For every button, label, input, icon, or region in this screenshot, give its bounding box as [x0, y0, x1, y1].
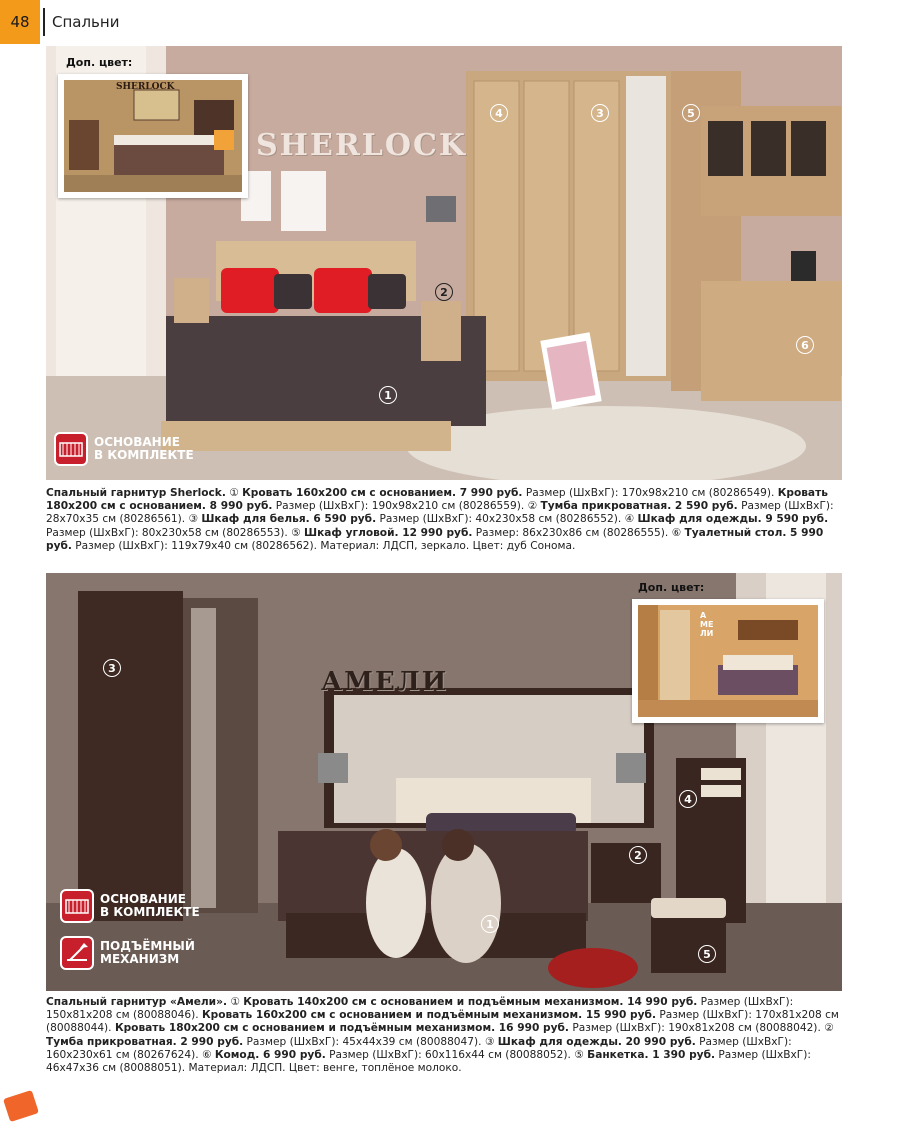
caption-item-1b: Кровать 180x200 см с основанием. 8 990 руб. [46, 487, 828, 513]
sherlock-caption [46, 487, 846, 553]
caption-item-1: ① Кровать 160x200 см с основанием. 7 990 руб. Размер (ШхВхГ): 170x98x210 см (80286549). [229, 487, 775, 499]
page-header [0, 0, 900, 44]
caption-item-5: ⑤ Шкаф угловой. 12 990 руб. Размер: 86x230x86 см (80286555). [291, 526, 669, 539]
ameli-badge-3: 3 [103, 659, 121, 677]
feature-base-included [54, 432, 194, 466]
badge-5: 5 [682, 104, 700, 122]
alt-color-photo-2 [638, 605, 818, 717]
caption-title: Спальный гарнитур Sherlock. [46, 487, 226, 499]
feature-lift-mechanism [60, 936, 195, 970]
alt-color-label: Доп. цвет: [66, 56, 133, 69]
caption2-item-5: ⑤ Банкетка. 1 390 руб. Размер (ШхВхГ): 46x47x36 см (80088051). Материал: ЛДСП. Цвет: венге, топлёное молоко. [46, 1048, 811, 1075]
badge-4: 4 [490, 104, 508, 122]
caption-item-2: ② Тумба прикроватная. 2 590 руб. Размер (ШхВхГ): 28x70x35 см (80286561). [46, 500, 834, 526]
thumb-brand-text: SHERLOCK [116, 82, 175, 92]
ameli-badge-5: 5 [698, 945, 716, 963]
caption2-item-2: ② Тумба прикроватная. 2 990 руб. Размер (ШхВхГ): 45x44x39 см (80088047). [46, 1022, 834, 1048]
store-logo-icon [3, 1090, 39, 1122]
caption2-item-1: ① Кровать 140x200 см с основанием и подъёмным механизмом. 14 990 руб. Размер (ШхВхГ): 150x81x208 см (80088046). [46, 996, 794, 1022]
feature-line-2: В КОМПЛЕКТЕ [94, 448, 194, 462]
feature-lift-text [100, 940, 195, 966]
sherlock-brand-sign: SHERLOCK [256, 128, 467, 163]
ameli-brand-sign: АМЕЛИ [321, 667, 449, 697]
caption-item-4: ④ Шкаф для одежды. 9 590 руб. Размер (ШхВхГ): 80x230x58 см (80286553). [46, 513, 829, 539]
caption2-title: Спальный гарнитур «Амели». [46, 996, 227, 1008]
header-divider [43, 8, 45, 36]
feature-line-1: ОСНОВАНИЕ [94, 435, 180, 449]
caption2-item-1c: Кровать 180x200 см с основанием и подъёмным механизмом. 16 990 руб. [114, 1022, 569, 1035]
ameli-photo [46, 573, 842, 991]
feature2-line-2: В КОМПЛЕКТЕ [100, 905, 200, 919]
bed-base-icon [54, 432, 88, 466]
bed-base-icon-2 [60, 889, 94, 923]
alt-color-scene [64, 80, 242, 192]
feature-base-included-2 [60, 889, 200, 923]
feature-base-text [94, 436, 194, 462]
ameli-caption [46, 996, 846, 1075]
caption2-item-3: ③ Шкаф для одежды. 20 990 руб. Размер (ШхВхГ): 160x230x61 см (80267624). [46, 1035, 792, 1061]
ameli-badge-2: 2 [629, 846, 647, 864]
alt-color-thumbnail[interactable] [58, 74, 248, 198]
alt-color-photo [64, 80, 242, 192]
feature3-line-1: ПОДЪЁМНЫЙ [100, 939, 195, 953]
alt-color-label-2: Доп. цвет: [638, 581, 705, 594]
feature-base-text-2 [100, 893, 200, 919]
caption-item-6: ⑥ Туалетный стол. 5 990 руб. Размер (ШхВхГ): 119x79x40 см (80286562). Материал: ЛДСП, зеркало. Цвет: дуб Сонома. [46, 526, 824, 552]
feature2-line-1: ОСНОВАНИЕ [100, 892, 186, 906]
alt-color-scene-2 [638, 605, 818, 717]
sherlock-photo [46, 46, 842, 480]
badge-1: 1 [379, 386, 397, 404]
caption-item-3: ③ Шкаф для белья. 6 590 руб. Размер (ШхВхГ): 40x230x58 см (80286552). [188, 513, 622, 526]
alt-color-thumbnail-2[interactable] [632, 599, 824, 723]
caption2-item-1b-text: Размер (ШхВхГ): 170x81x208 см (80088044). [46, 1009, 839, 1035]
badge-6: 6 [796, 336, 814, 354]
feature3-line-2: МЕХАНИЗМ [100, 952, 180, 966]
badge-2: 2 [435, 283, 453, 301]
thumb-brand-vertical: АМЕЛИ [700, 611, 714, 638]
ameli-badge-1: 1 [481, 915, 499, 933]
caption-item-1b-text: Размер (ШхВхГ): 190x98x210 см (80286559). [275, 500, 525, 513]
ameli-badge-4: 4 [679, 790, 697, 808]
caption2-item-1b: Кровать 160x200 см с основанием и подъёмным механизмом. 15 990 руб. [201, 1009, 656, 1022]
section-title: Спальни [52, 13, 120, 31]
page-number: 48 [0, 0, 40, 44]
caption2-item-1c-text: Размер (ШхВхГ): 190x81x208 см (80088042). [572, 1022, 821, 1035]
caption2-item-6: ⑥ Комод. 6 990 руб. Размер (ШхВхГ): 60x116x44 см (80088052). [201, 1048, 571, 1061]
badge-3: 3 [591, 104, 609, 122]
lift-mechanism-icon [60, 936, 94, 970]
